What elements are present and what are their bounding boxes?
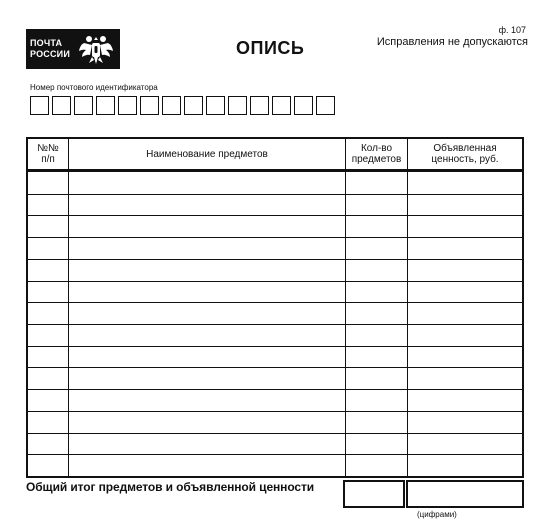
total-value-box[interactable] xyxy=(406,480,524,508)
table-row xyxy=(28,324,522,325)
table-row xyxy=(28,281,522,282)
identifier-digit-box[interactable] xyxy=(30,96,49,115)
identifier-digit-box[interactable] xyxy=(316,96,335,115)
column-header-value-line1: Объявленная xyxy=(433,143,497,154)
column-header-number-line2: п/п xyxy=(41,154,55,165)
table-row xyxy=(28,302,522,303)
column-header-name xyxy=(69,139,345,169)
identifier-digit-box[interactable] xyxy=(52,96,71,115)
total-quantity-box[interactable] xyxy=(343,480,405,508)
column-divider xyxy=(407,139,408,476)
identifier-digit-box[interactable] xyxy=(118,96,137,115)
identifier-digit-box[interactable] xyxy=(162,96,181,115)
identifier-digit-box[interactable] xyxy=(228,96,247,115)
table-row xyxy=(28,367,522,368)
total-label: Общий итог предметов и объявленной ценности xyxy=(26,480,315,494)
identifier-label: Номер почтового идентификатора xyxy=(30,83,158,92)
form-title: ОПИСЬ xyxy=(236,38,305,58)
table-row xyxy=(28,389,522,390)
form-number: ф. 107 xyxy=(498,25,526,35)
identifier-digit-box[interactable] xyxy=(272,96,291,115)
column-header-quantity-line2: предметов xyxy=(351,154,402,165)
column-header-number xyxy=(28,139,68,169)
double-headed-eagle-icon xyxy=(76,31,116,67)
identifier-digit-box[interactable] xyxy=(140,96,159,115)
column-divider xyxy=(345,139,346,476)
column-header-quantity xyxy=(346,139,407,169)
header-divider xyxy=(28,169,522,172)
table-row xyxy=(28,194,522,195)
no-corrections-note: Исправления не допускаются xyxy=(376,36,528,48)
column-header-value-line2: ценность, руб. xyxy=(431,154,499,165)
table-row xyxy=(28,215,522,216)
logo-line2: РОССИИ xyxy=(30,49,71,59)
logo-line1: ПОЧТА xyxy=(30,38,63,48)
identifier-digit-box[interactable] xyxy=(184,96,203,115)
identifier-digit-box[interactable] xyxy=(96,96,115,115)
identifier-digit-box[interactable] xyxy=(206,96,225,115)
column-header-number-line1: №№ xyxy=(37,143,59,154)
identifier-digit-box[interactable] xyxy=(250,96,269,115)
identifier-digit-box[interactable] xyxy=(294,96,313,115)
russian-post-logo xyxy=(26,29,120,69)
table-row xyxy=(28,346,522,347)
table-row xyxy=(28,237,522,238)
table-row xyxy=(28,411,522,412)
digits-note: (цифрами) xyxy=(417,510,457,519)
table-row xyxy=(28,454,522,455)
column-header-quantity-line1: Кол-во xyxy=(360,143,393,154)
table-row xyxy=(28,433,522,434)
table-row xyxy=(28,259,522,260)
column-divider xyxy=(68,139,69,476)
logo-text xyxy=(26,38,74,60)
column-header-value xyxy=(408,139,522,169)
identifier-boxes xyxy=(30,96,338,115)
items-table xyxy=(26,137,524,478)
identifier-digit-box[interactable] xyxy=(74,96,93,115)
column-header-name-line1: Наименование предметов xyxy=(146,148,268,160)
